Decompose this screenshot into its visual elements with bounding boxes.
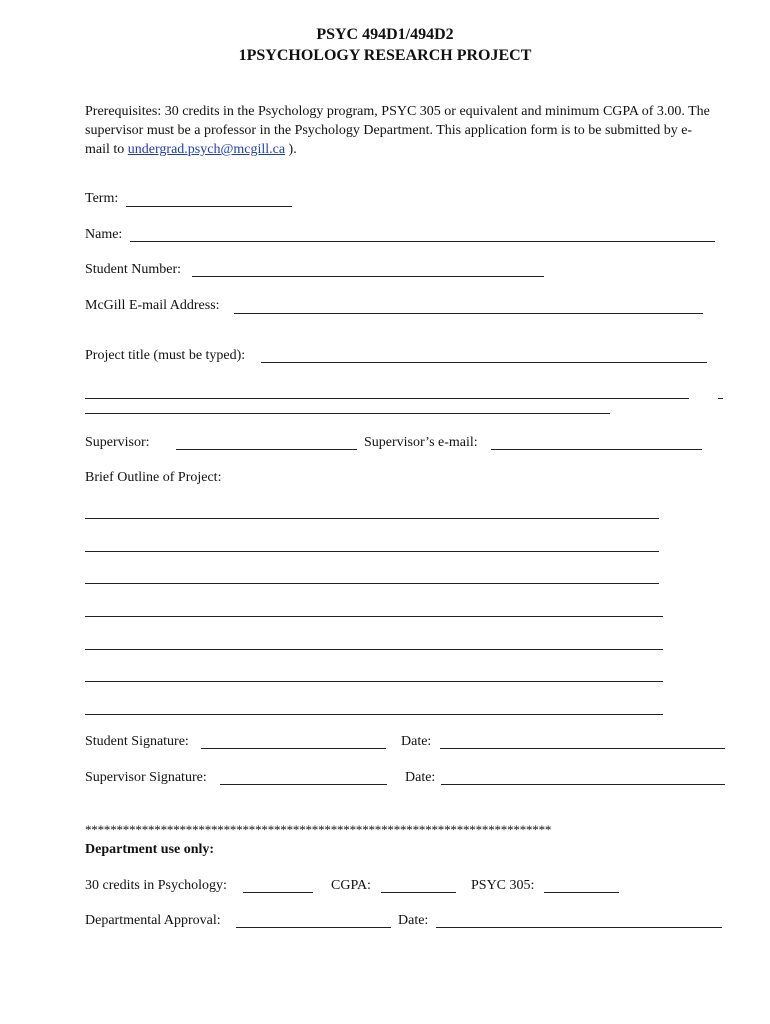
project-title-label: Project title (must be typed): [85, 348, 246, 363]
project-title-field[interactable] [261, 362, 707, 363]
departmental-approval-field[interactable] [236, 927, 391, 928]
outline-line[interactable] [85, 518, 659, 519]
form-title-line2: 1PSYCHOLOGY RESEARCH PROJECT [238, 47, 532, 64]
name-field[interactable] [130, 241, 715, 242]
psyc305-field[interactable] [544, 892, 619, 893]
student-date-field[interactable] [440, 748, 725, 749]
credits-field[interactable] [243, 892, 313, 893]
project-title-line-3[interactable] [85, 413, 610, 414]
supervisor-field[interactable] [176, 449, 357, 450]
supervisor-email-field[interactable] [491, 449, 702, 450]
cgpa-label: CGPA: [331, 878, 371, 893]
supervisor-date-field[interactable] [441, 784, 725, 785]
approval-date-field[interactable] [436, 927, 722, 928]
outline-label: Brief Outline of Project: [85, 470, 222, 485]
student-number-label: Student Number: [85, 262, 182, 277]
department-use-heading: Department use only: [85, 842, 215, 857]
supervisor-label: Supervisor: [85, 435, 150, 450]
student-signature-field[interactable] [201, 748, 386, 749]
project-title-line-2-tail [718, 398, 723, 399]
mcgill-email-field[interactable] [234, 313, 703, 314]
outline-line[interactable] [85, 714, 663, 715]
outline-line[interactable] [85, 551, 659, 552]
outline-line[interactable] [85, 649, 663, 650]
approval-date-label: Date: [398, 913, 429, 928]
cgpa-field[interactable] [381, 892, 456, 893]
prerequisites-paragraph [85, 102, 715, 159]
undergrad-email-link[interactable]: undergrad.psych@mcgill.ca [127, 142, 286, 157]
supervisor-email-label: Supervisor’s e-mail: [364, 435, 478, 450]
supervisor-signature-label: Supervisor Signature: [85, 770, 207, 785]
prerequisites-suffix: ). [285, 142, 297, 157]
outline-line[interactable] [85, 583, 659, 584]
outline-line[interactable] [85, 681, 663, 682]
supervisor-signature-field[interactable] [220, 784, 387, 785]
prerequisites-text: Prerequisites: 30 credits in the Psychology program, PSYC 305 or equivalent and minimum CGPA of 3.00. The supervisor must be a professor in the Psychology Department. This application form is to be submitted by e-mail to [85, 104, 710, 157]
supervisor-date-label: Date: [405, 770, 436, 785]
separator-asterisks: ************************************************************************** [85, 822, 552, 837]
outline-line[interactable] [85, 616, 663, 617]
term-field[interactable] [126, 206, 292, 207]
student-number-field[interactable] [192, 276, 544, 277]
credits-label: 30 credits in Psychology: [85, 878, 227, 893]
student-date-label: Date: [401, 734, 432, 749]
project-title-line-2[interactable] [85, 398, 689, 399]
psyc305-label: PSYC 305: [471, 878, 535, 893]
departmental-approval-label: Departmental Approval: [85, 913, 221, 928]
name-label: Name: [85, 227, 123, 242]
form-title-line1: PSYC 494D1/494D2 [316, 26, 454, 43]
mcgill-email-label: McGill E-mail Address: [85, 298, 220, 313]
term-label: Term: [85, 191, 119, 206]
student-signature-label: Student Signature: [85, 734, 189, 749]
